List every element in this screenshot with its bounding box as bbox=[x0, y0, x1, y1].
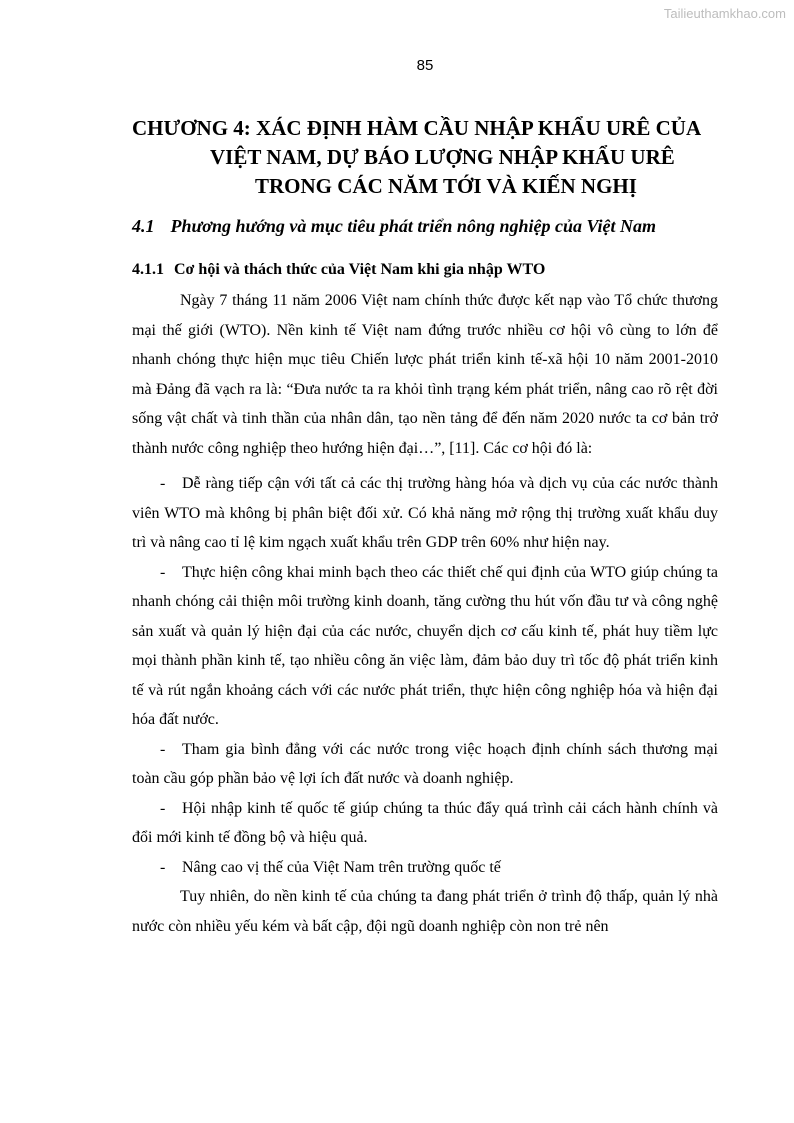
subsection-title: Cơ hội và thách thức của Việt Nam khi gia nhập WTO bbox=[174, 261, 546, 278]
list-item-text: Hội nhập kinh tế quốc tế giúp chúng ta thúc đẩy quá trình cải cách hành chính và đổi mới kinh tế đồng bộ và hiệu quả. bbox=[132, 799, 718, 846]
list-item bbox=[132, 853, 718, 883]
chapter-title-line-1: CHƯƠNG 4: XÁC ĐỊNH HÀM CẦU NHẬP KHẨU URÊ CỦA bbox=[132, 116, 702, 140]
bullet-marker: - bbox=[160, 858, 166, 876]
list-item-text: Tham gia bình đẳng với các nước trong việc hoạch định chính sách thương mại toàn cầu góp phần bảo vệ lợi ích đất nước và doanh nghiệp. bbox=[132, 740, 718, 787]
body-text bbox=[132, 286, 718, 941]
list-item bbox=[132, 469, 718, 558]
chapter-title-line-2: VIỆT NAM, DỰ BÁO LƯỢNG NHẬP KHẨU URÊ bbox=[210, 145, 675, 169]
list-item-text: Dễ ràng tiếp cận với tất cả các thị trường hàng hóa và dịch vụ của các nước thành viên WTO mà không bị phân biệt đối xử. Có khả năng mở rộng thị trường xuất khẩu duy trì và nâng cao tỉ lệ kim ngạch xuất khẩu trên GDP trên 60% như hiện nay. bbox=[132, 475, 718, 551]
chapter-title bbox=[132, 114, 732, 201]
bullet-marker: - bbox=[160, 563, 166, 581]
section-heading bbox=[132, 216, 656, 237]
bullet-marker: - bbox=[160, 475, 166, 492]
section-title: Phương hướng và mục tiêu phát triển nông nghiệp của Việt Nam bbox=[170, 216, 656, 236]
subsection-heading bbox=[132, 261, 545, 279]
list-item bbox=[132, 558, 718, 735]
page-number: 85 bbox=[416, 57, 434, 74]
watermark: Tailieuthamkhao.com bbox=[663, 6, 786, 21]
paragraph-intro: Ngày 7 tháng 11 năm 2006 Việt nam chính thức được kết nạp vào Tổ chức thương mại thế giới (WTO). Nền kinh tế Việt nam đứng trước nhiều cơ hội vô cùng to lớn để nhanh chóng thực hiện mục tiêu Chiến lược phát triển kinh tế-xã hội 10 năm 2001-2010 mà Đảng đã vạch ra là: “Đưa nước ta ra khỏi tình trạng kém phát triển, nâng cao rõ rệt đời sống vật chất và tinh thần của nhân dân, tạo nền tảng để đến năm 2020 nước ta cơ bản trở thành nước công nghiệp theo hướng hiện đại…”, [11]. Các cơ hội đó là: bbox=[132, 292, 718, 457]
bullet-list bbox=[132, 469, 718, 882]
chapter-title-line-3: TRONG CÁC NĂM TỚI VÀ KIẾN NGHỊ bbox=[255, 174, 637, 198]
list-item-text: Nâng cao vị thế của Việt Nam trên trường quốc tế bbox=[182, 858, 501, 876]
paragraph-however: Tuy nhiên, do nền kinh tế của chúng ta đang phát triển ở trình độ thấp, quản lý nhà nước còn nhiều yếu kém và bất cập, đội ngũ doanh nghiệp còn non trẻ nên bbox=[132, 888, 718, 935]
bullet-marker: - bbox=[160, 740, 166, 758]
subsection-number: 4.1.1 bbox=[132, 261, 164, 278]
list-item bbox=[132, 735, 718, 794]
list-item bbox=[132, 794, 718, 853]
bullet-marker: - bbox=[160, 799, 166, 817]
list-item-text: Thực hiện công khai minh bạch theo các thiết chế qui định của WTO giúp chúng ta nhanh chóng cải thiện môi trường kinh doanh, tăng cường thu hút vốn đầu tư và công nghệ sản xuất và quản lý hiện đại của các nước, chuyển dịch cơ cấu kinh tế, phát huy tiềm lực mọi thành phần kinh tế, tạo nhiều công ăn việc làm, đảm bảo duy trì tốc độ phát triển kinh tế và rút ngắn khoảng cách với các nước phát triển, thực hiện công nghiệp hóa và hiện đại hóa đất nước. bbox=[132, 563, 718, 728]
section-number: 4.1 bbox=[132, 216, 155, 236]
